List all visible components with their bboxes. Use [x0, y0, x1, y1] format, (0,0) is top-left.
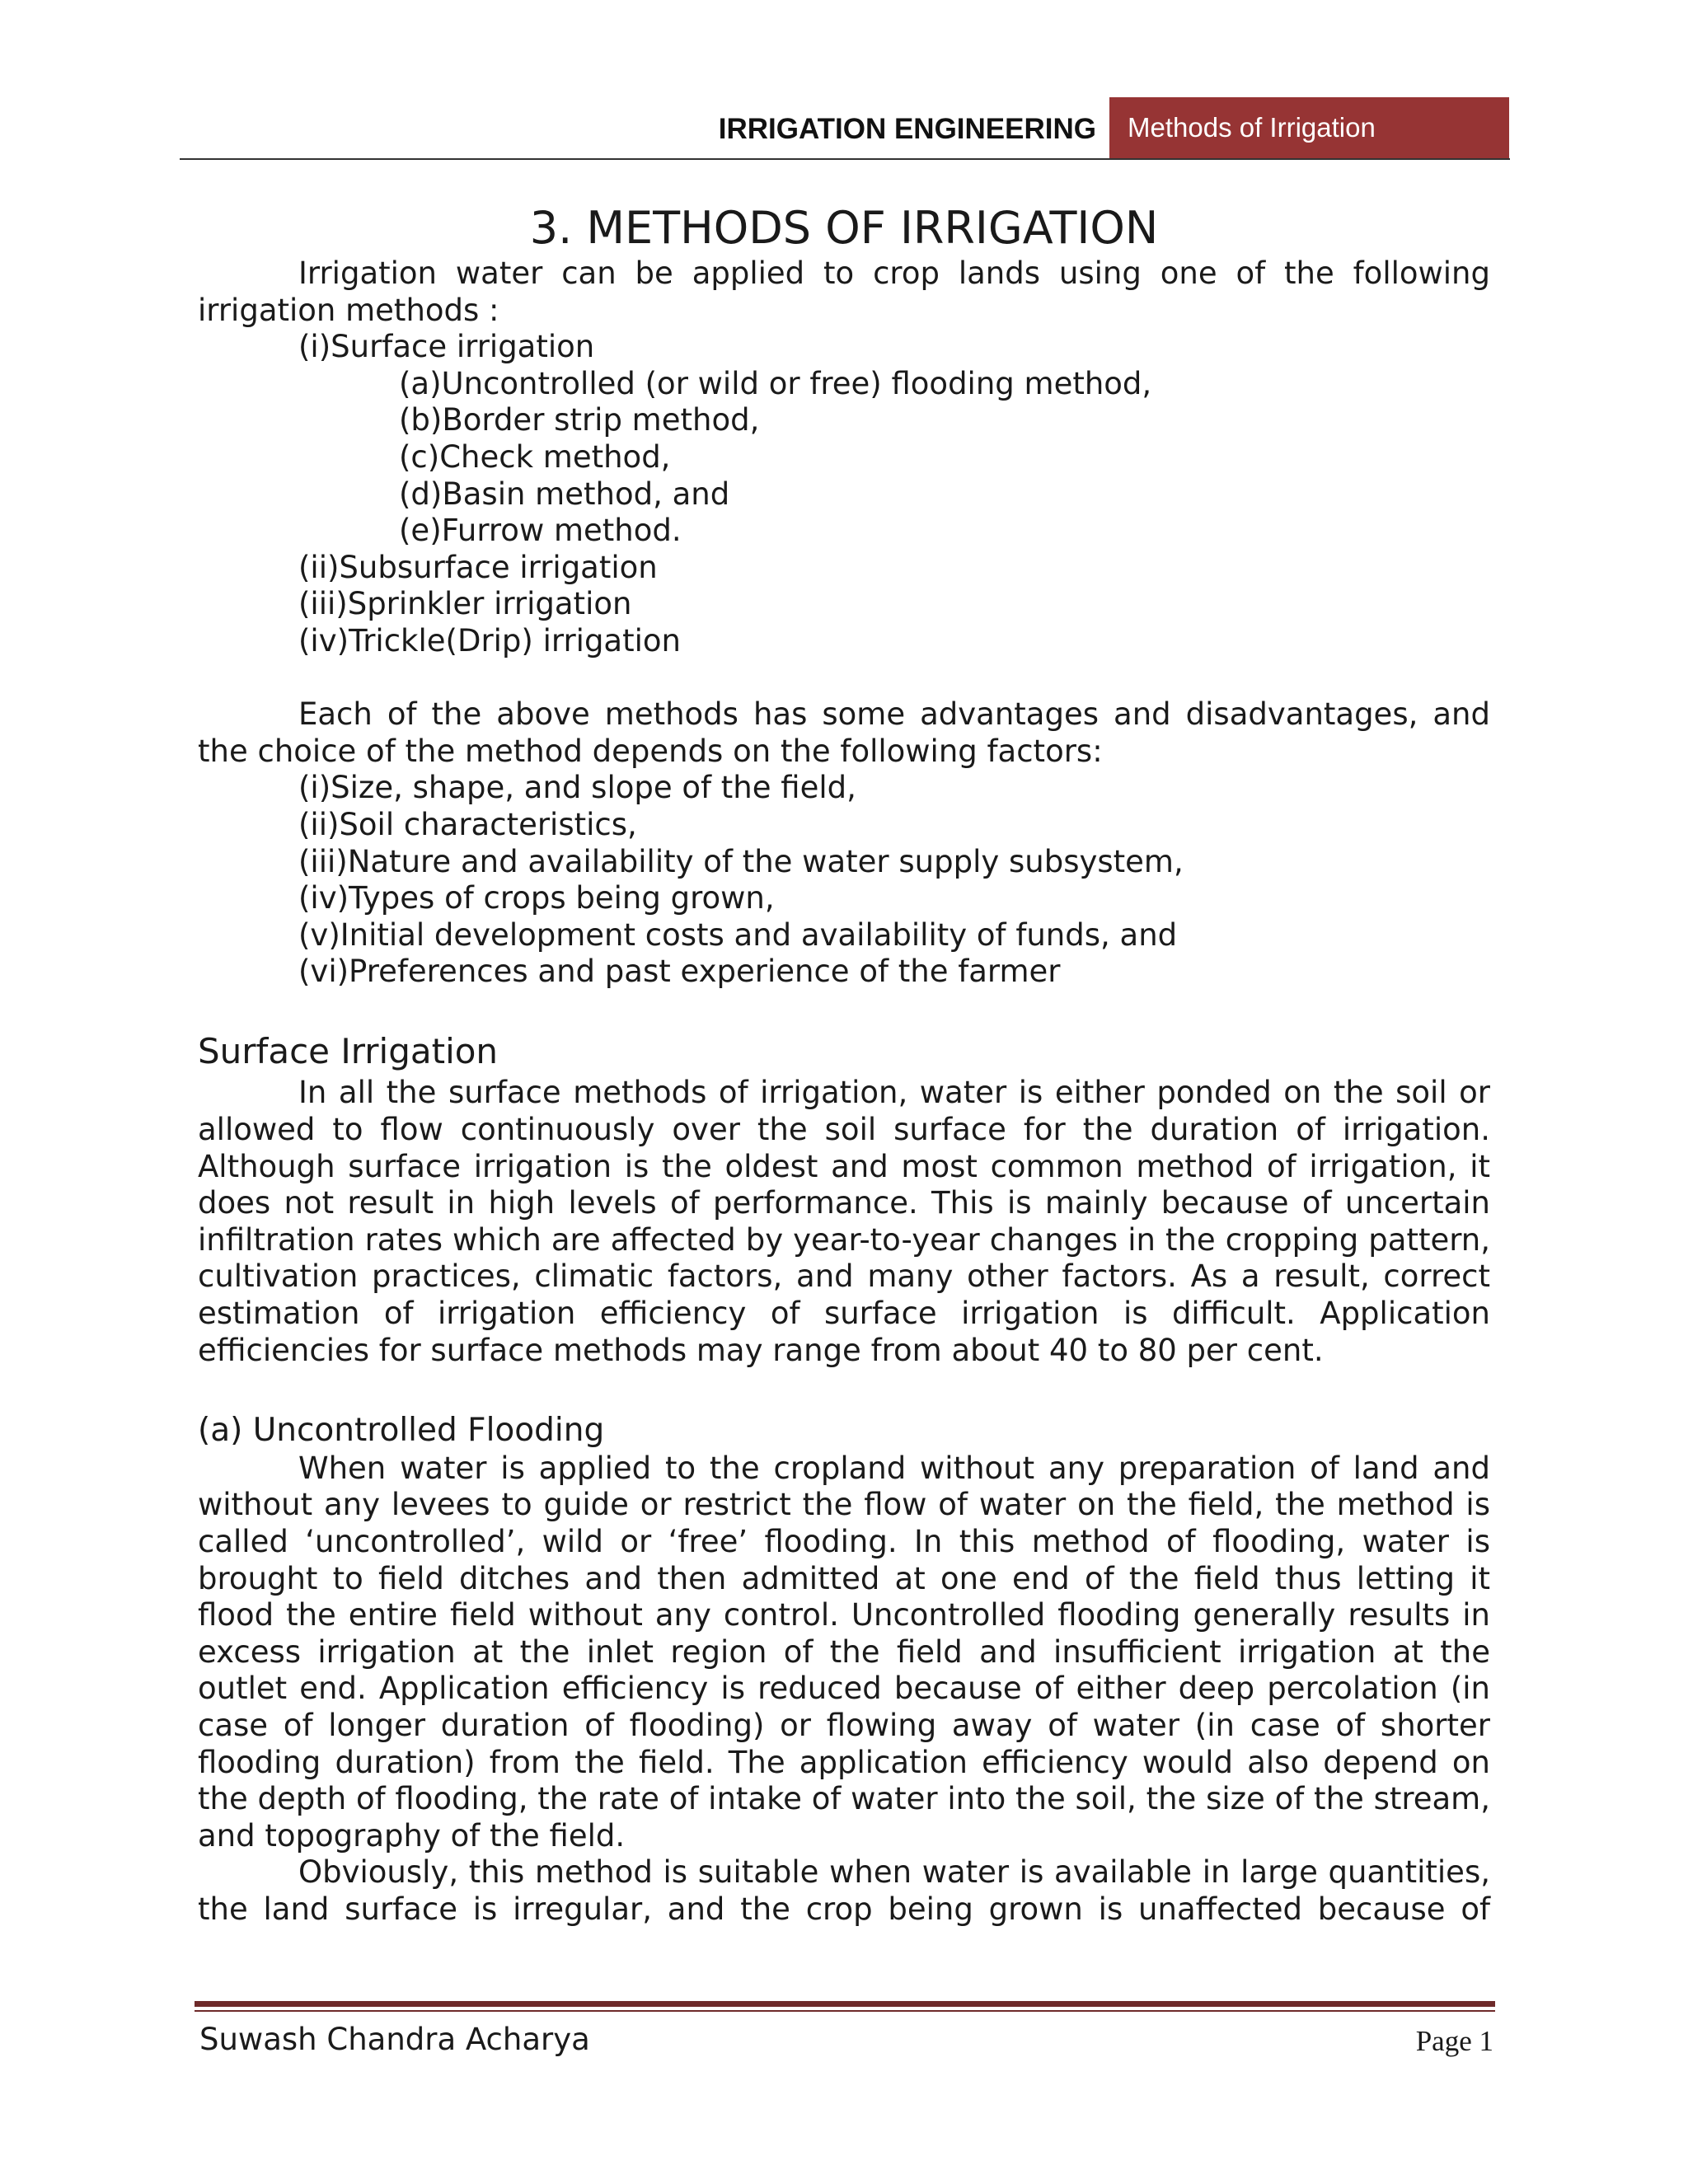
footer-divider-thick [195, 2001, 1495, 2007]
list-item: (vi)Preferences and past experience of the farmer [298, 954, 1061, 990]
list-item: (iv)Trickle(Drip) irrigation [298, 622, 681, 658]
list-item: (d)Basin method, and [399, 476, 730, 512]
list-item: (ii)Soil characteristics, [298, 806, 637, 842]
header-divider [180, 158, 1510, 160]
surface-irrigation-heading: Surface Irrigation [198, 1031, 499, 1072]
methods-list [198, 329, 1490, 659]
spacer [198, 991, 1490, 1028]
running-header-title: IRRIGATION ENGINEERING [718, 113, 1096, 145]
list-item: (v)Initial development costs and availability of funds, and [298, 916, 1178, 953]
factors-intro-paragraph: Each of the above methods has some advantages and disadvantages, and the choice of the method depends on the following factors: [198, 696, 1490, 769]
list-item: (b)Border strip method, [399, 402, 760, 438]
list-item: (iii)Nature and availability of the water supply subsystem, [298, 843, 1184, 879]
running-header-section-tab: Methods of Irrigation [1109, 97, 1509, 158]
list-item: (e)Furrow method. [399, 513, 682, 549]
list-item: (c)Check method, [399, 438, 671, 475]
page-number: Page 1 [1415, 2025, 1493, 2057]
list-item: (ii)Subsurface irrigation [298, 549, 658, 585]
page-body [198, 191, 1490, 1929]
uncontrolled-flooding-paragraph-continued: Obviously, this method is suitable when water is available in large quantities, the land surface is irregular, and the crop being grown is unaffected because of [198, 1854, 1490, 1927]
surface-irrigation-paragraph: In all the surface methods of irrigation, water is either ponded on the soil or allowed to flow continuously over the soil surface for the duration of irrigation. Although surface irrigation is the oldest and most common method of irrigation, it does not result in high levels of performance. This is mainly because of uncertain infiltration rates which are affected by year-to-year changes in the cropping pattern, cultivation practices, climatic factors, and many other factors. As a result, correct estimation of irrigation efficiency of surface irrigation is difficult. Application efficiencies for surface methods may range from about 40 to 80 per cent. [198, 1075, 1490, 1368]
chapter-title: 3. METHODS OF IRRIGATION [529, 202, 1159, 254]
list-item: (iii)Sprinkler irrigation [298, 586, 632, 622]
factors-list [198, 770, 1490, 991]
spacer [198, 1369, 1490, 1406]
uncontrolled-flooding-heading: (a) Uncontrolled Flooding [198, 1411, 605, 1449]
footer-author: Suwash Chandra Acharya [199, 2022, 590, 2057]
spacer [198, 660, 1490, 697]
footer-divider-thin [195, 2010, 1495, 2012]
list-item: (i)Surface irrigation [298, 329, 595, 365]
list-item: (a)Uncontrolled (or wild or free) flooding method, [399, 365, 1152, 401]
intro-paragraph: Irrigation water can be applied to crop lands using one of the following irrigation methods : [198, 255, 1490, 328]
uncontrolled-flooding-paragraph: When water is applied to the cropland without any preparation of land and without any levees to guide or restrict the flow of water on the field, the method is called ‘uncontrolled’, wild or ‘free’ flooding. In this method of flooding, water is brought to field ditches and then admitted at one end of the field thus letting it flood the entire field without any control. Uncontrolled flooding generally results in excess irrigation at the inlet region of the field and insufficient irrigation at the outlet end. Application efficiency is reduced because of either deep percolation (in case of longer duration of flooding) or flowing away of water (in case of shorter flooding duration) from the field. The application efficiency would also depend on the depth of flooding, the rate of intake of water into the soil, the size of the stream, and topography of the field. [198, 1450, 1490, 1854]
list-item: (iv)Types of crops being grown, [298, 880, 775, 916]
list-item: (i)Size, shape, and slope of the field, [298, 770, 856, 806]
